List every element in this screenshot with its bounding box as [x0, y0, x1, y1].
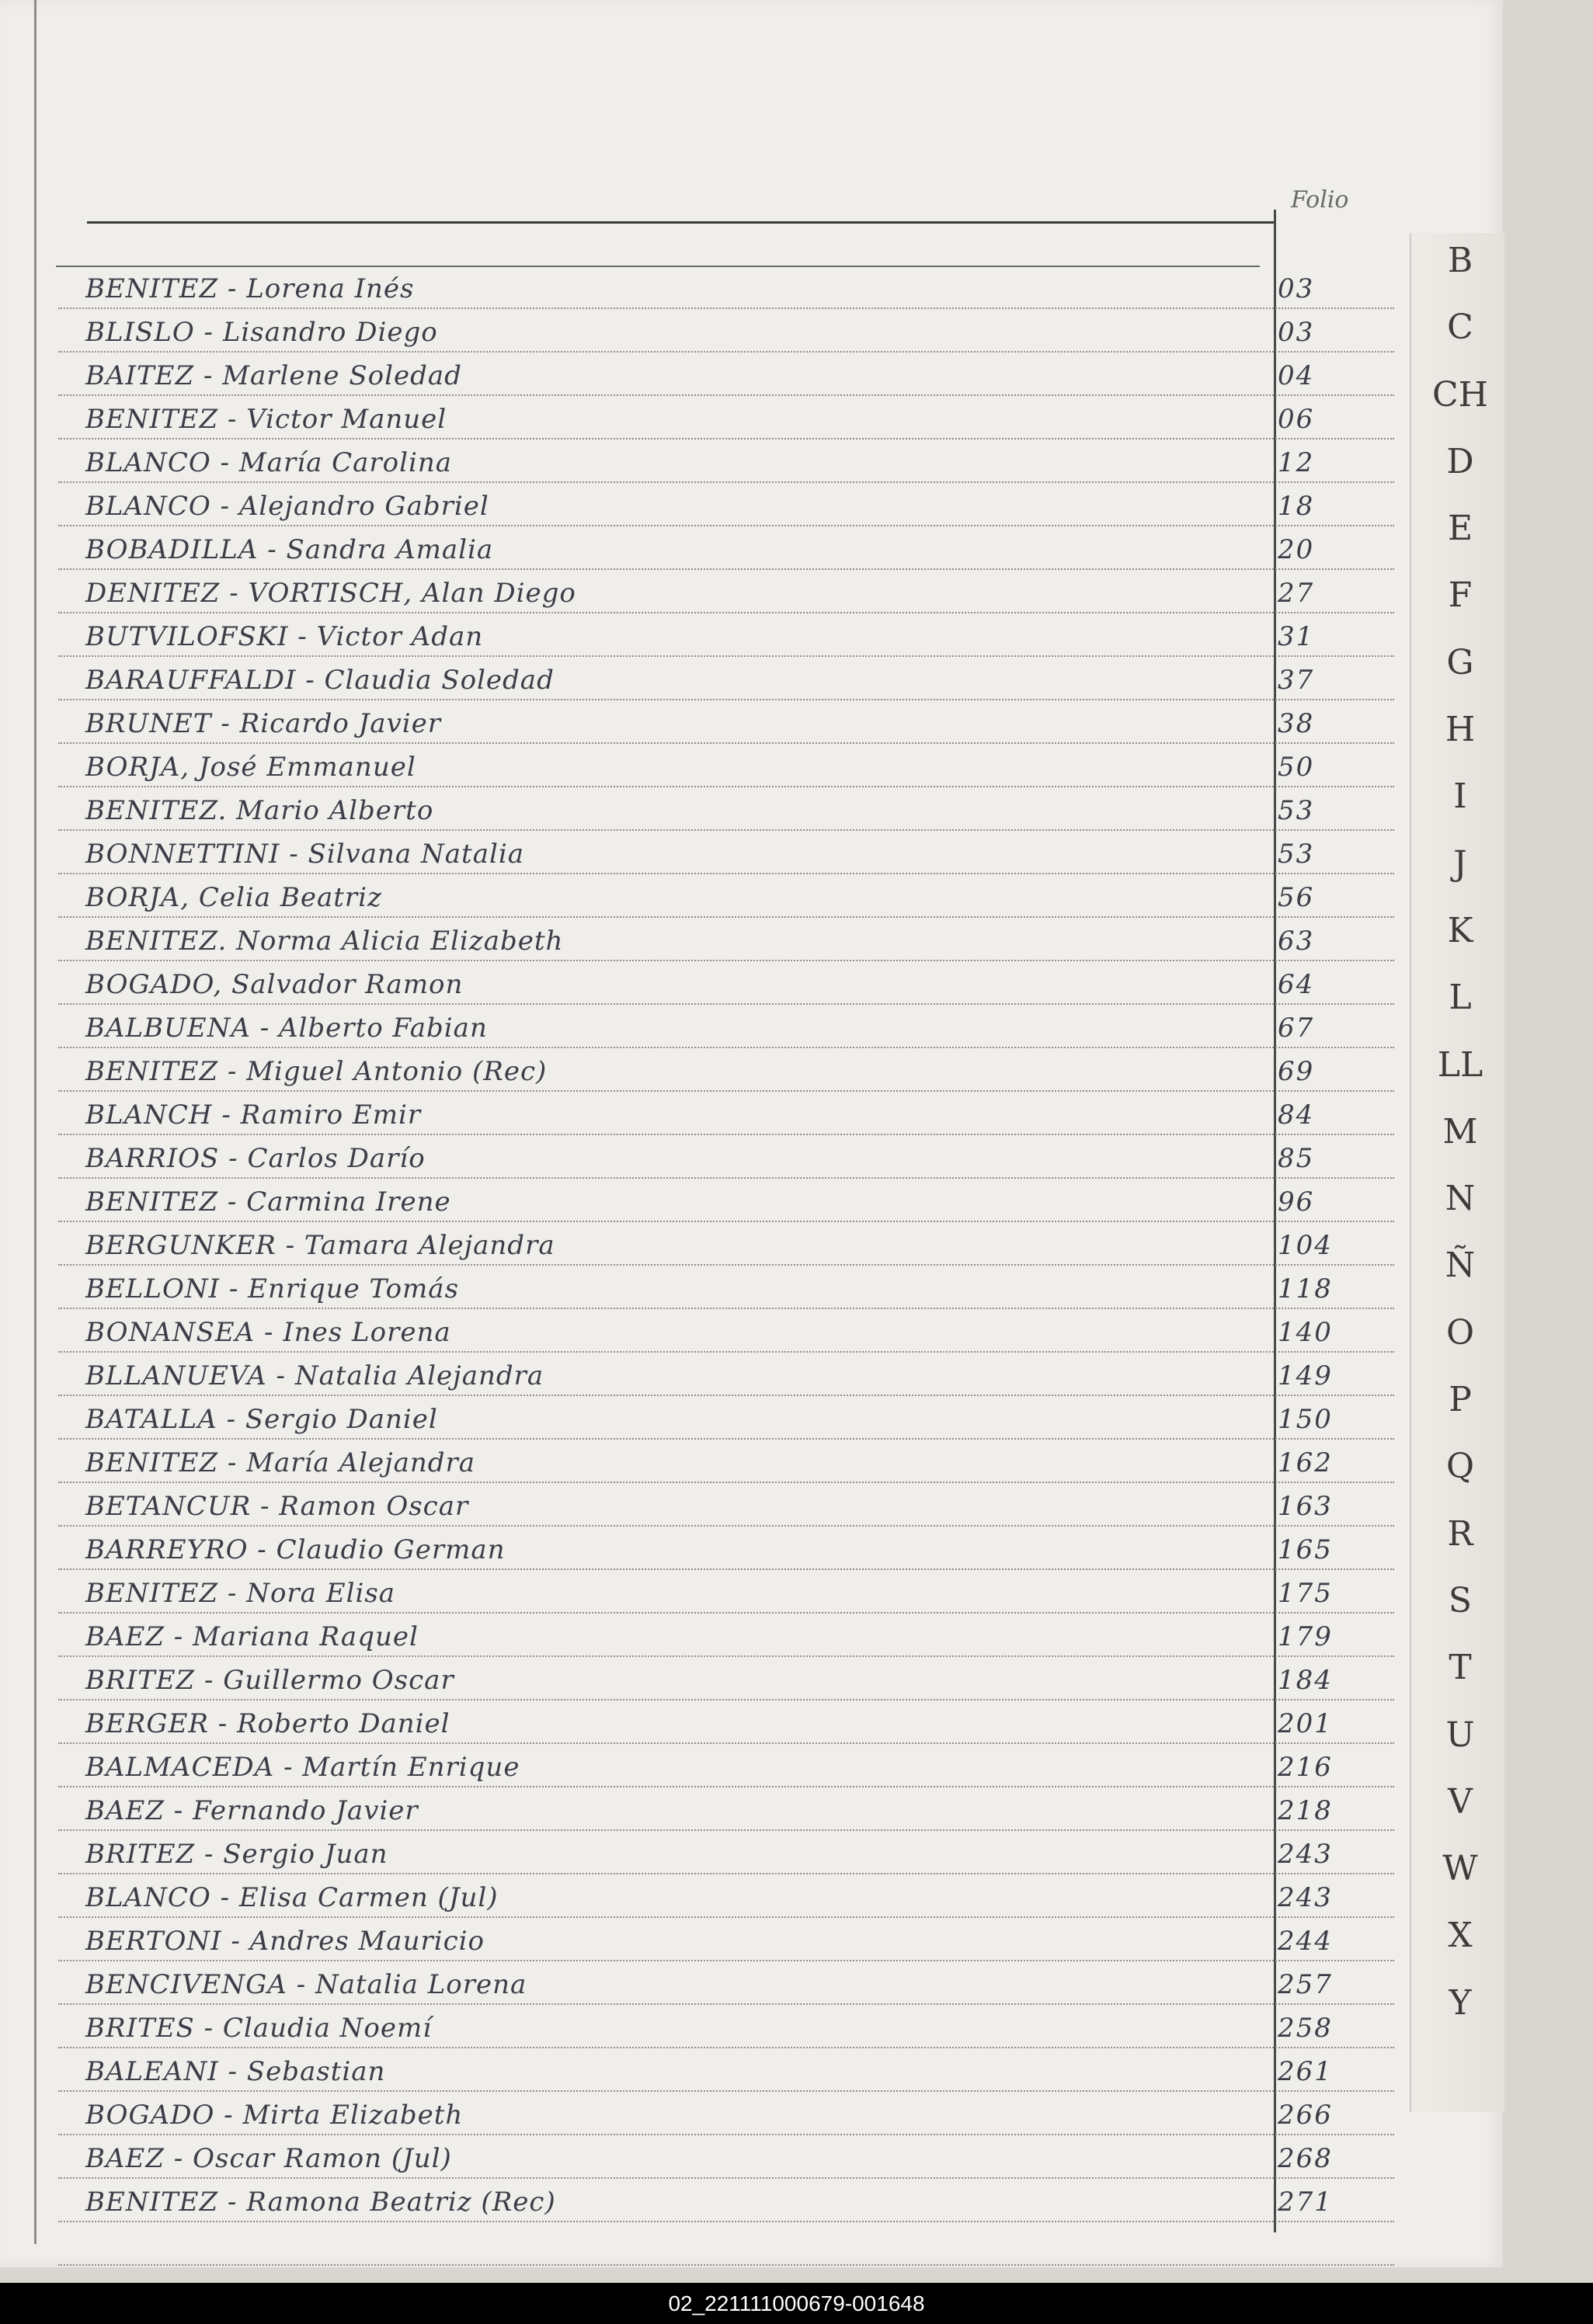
list-item [58, 1873, 1394, 1918]
list-item [58, 1395, 1394, 1440]
index-tab[interactable]: U [1445, 1714, 1475, 1755]
entry-folio: 271 [1278, 2187, 1333, 2218]
list-item [58, 786, 1394, 831]
list-item [58, 438, 1394, 483]
index-tab[interactable]: Y [1449, 1982, 1472, 2023]
entry-name: BONANSEA - Ines Lorena [85, 1317, 451, 1348]
entry-name: BLANCO - Alejandro Gabriel [85, 491, 489, 522]
index-tab[interactable]: E [1447, 509, 1473, 549]
index-tab[interactable]: LL [1437, 1044, 1483, 1085]
list-item [58, 1308, 1394, 1353]
entry-folio: 06 [1278, 404, 1315, 435]
index-tab[interactable]: S [1448, 1580, 1473, 1621]
list-item [58, 1568, 1394, 1614]
entry-folio: 184 [1278, 1665, 1333, 1696]
entry-folio: 67 [1278, 1013, 1315, 1044]
entry-name: BRITES - Claudia Noemí [85, 2013, 433, 2044]
entry-name: BENITEZ - Ramona Beatriz (Rec) [85, 2187, 556, 2218]
entry-folio: 175 [1278, 1578, 1333, 1609]
entry-name: BLANCH - Ramiro Emir [85, 1099, 422, 1131]
entry-name: BENITEZ - Lorena Inés [85, 273, 415, 304]
index-tab[interactable]: D [1446, 441, 1474, 481]
list-item [58, 2177, 1394, 2222]
entry-folio: 64 [1278, 969, 1315, 1000]
index-tab[interactable]: O [1445, 1312, 1475, 1353]
entry-name: BALMACEDA - Martín Enrique [85, 1752, 520, 1783]
entry-folio: 179 [1278, 1621, 1333, 1652]
entry-name: BATALLA - Sergio Daniel [85, 1404, 438, 1435]
index-tab[interactable]: I [1453, 776, 1467, 817]
entry-name: BELLONI - Enrique Tomás [85, 1273, 460, 1304]
entry-name: BOGADO - Mirta Elizabeth [85, 2100, 464, 2131]
index-tab[interactable]: N [1445, 1179, 1476, 1219]
empty-ruled-line [58, 2221, 1394, 2266]
entry-name: BAITEZ - Marlene Soledad [85, 360, 462, 391]
list-item [58, 2134, 1394, 2179]
entry-folio: 163 [1278, 1491, 1333, 1522]
entry-name: BENCIVENGA - Natalia Lorena [85, 1969, 527, 2000]
index-tab[interactable]: B [1447, 241, 1473, 280]
list-item [58, 612, 1394, 657]
entry-name: BUTVILOFSKI - Victor Adan [85, 621, 484, 652]
entry-folio: 31 [1278, 621, 1315, 652]
list-item [58, 1134, 1394, 1179]
entry-name: BLISLO - Lisandro Diego [85, 317, 438, 348]
list-item [58, 351, 1394, 396]
index-tab[interactable]: Ñ [1445, 1245, 1476, 1286]
entry-folio: 243 [1278, 1882, 1333, 1913]
entry-name: BERTONI - Andres Mauricio [85, 1926, 485, 1957]
index-tab[interactable]: M [1442, 1111, 1478, 1152]
entry-folio: 63 [1278, 926, 1315, 957]
entry-folio: 84 [1278, 1099, 1315, 1131]
index-tab[interactable]: P [1449, 1380, 1472, 1420]
list-item [58, 960, 1394, 1005]
entry-folio: 27 [1278, 578, 1315, 609]
list-item [58, 1047, 1394, 1092]
entry-name: BALEANI - Sebastian [85, 2056, 386, 2087]
list-item [58, 655, 1394, 700]
index-tab[interactable]: G [1446, 642, 1474, 683]
entry-name: BARREYRO - Claudio German [85, 1534, 506, 1565]
list-item [58, 307, 1394, 353]
index-tab[interactable]: L [1449, 978, 1472, 1018]
list-item [58, 1482, 1394, 1527]
entry-name: BERGUNKER - Tamara Alejandra [85, 1230, 555, 1261]
entry-folio: 69 [1278, 1056, 1315, 1087]
index-tab[interactable]: F [1448, 575, 1473, 616]
entry-folio: 03 [1278, 273, 1315, 304]
list-item [58, 394, 1394, 439]
list-item [58, 2047, 1394, 2092]
list-item [58, 699, 1394, 744]
entry-name: BORJA, Celia Beatriz [85, 882, 382, 913]
entry-folio: 96 [1278, 1186, 1315, 1218]
list-item [58, 873, 1394, 918]
entry-folio: 162 [1278, 1447, 1333, 1478]
index-tab[interactable]: K [1447, 910, 1473, 950]
list-item [58, 1264, 1394, 1309]
list-item [58, 1786, 1394, 1831]
entry-folio: 04 [1278, 360, 1315, 391]
entry-folio: 37 [1278, 665, 1315, 696]
entry-name: BRITEZ - Guillermo Oscar [85, 1665, 454, 1696]
list-item [58, 1221, 1394, 1266]
entry-folio: 165 [1278, 1534, 1333, 1565]
index-tab[interactable]: V [1448, 1781, 1473, 1822]
index-tab[interactable]: X [1448, 1916, 1473, 1956]
entry-name: BAEZ - Fernando Javier [85, 1795, 419, 1826]
entry-folio: 118 [1278, 1273, 1333, 1304]
entry-folio: 201 [1278, 1708, 1333, 1739]
entry-folio: 258 [1278, 2013, 1333, 2044]
entry-folio: 218 [1278, 1795, 1333, 1826]
index-tab[interactable]: T [1449, 1648, 1472, 1688]
entry-name: BENITEZ - Victor Manuel [85, 404, 447, 435]
list-item [58, 2003, 1394, 2048]
entry-folio: 18 [1278, 491, 1315, 522]
entry-folio: 149 [1278, 1360, 1333, 1391]
entry-name: BLANCO - Elisa Carmen (Jul) [85, 1882, 499, 1913]
entry-name: BAEZ - Mariana Raquel [85, 1621, 419, 1652]
entry-folio: 85 [1278, 1143, 1315, 1174]
entry-name: BERGER - Roberto Daniel [85, 1708, 450, 1739]
entry-folio: 53 [1278, 839, 1315, 870]
list-item [58, 1351, 1394, 1396]
index-tab[interactable]: J [1453, 843, 1467, 884]
entry-folio: 243 [1278, 1839, 1333, 1870]
index-tab[interactable]: H [1445, 710, 1476, 750]
index-tab[interactable]: W [1442, 1849, 1478, 1889]
list-item [58, 481, 1394, 526]
entry-name: BETANCUR - Ramon Oscar [85, 1491, 469, 1522]
entry-folio: 268 [1278, 2143, 1333, 2174]
entry-folio: 38 [1278, 708, 1315, 739]
entry-name: BENITEZ. Mario Alberto [85, 795, 434, 826]
entry-name: BOGADO, Salvador Ramon [85, 969, 464, 1000]
entry-folio: 140 [1278, 1317, 1333, 1348]
list-item [58, 1960, 1394, 2005]
entry-name: BARRIOS - Carlos Darío [85, 1143, 426, 1174]
entry-folio: 150 [1278, 1404, 1333, 1435]
list-item [58, 916, 1394, 961]
list-item [58, 1612, 1394, 1657]
alphabet-index-tabs [1410, 233, 1504, 2112]
list-item [58, 1742, 1394, 1787]
entry-folio: 266 [1278, 2100, 1333, 2131]
entry-folio: 244 [1278, 1926, 1333, 1957]
image-caption: 02_221111000679-001648 [0, 2283, 1593, 2324]
entry-folio: 261 [1278, 2056, 1333, 2087]
entry-folio: 50 [1278, 752, 1315, 783]
list-item [58, 829, 1394, 874]
entry-name: BENITEZ - Miguel Antonio (Rec) [85, 1056, 548, 1087]
entry-folio: 257 [1278, 1969, 1333, 2000]
entry-name: BENITEZ - María Alejandra [85, 1447, 476, 1478]
entry-name: BRITEZ - Sergio Juan [85, 1839, 388, 1870]
index-tab[interactable]: C [1447, 307, 1473, 348]
list-item [58, 1655, 1394, 1700]
list-item [58, 1438, 1394, 1483]
entry-folio: 104 [1278, 1230, 1333, 1261]
entry-name: BLANCO - María Carolina [85, 447, 453, 478]
entry-name: BORJA, José Emmanuel [85, 752, 416, 783]
list-item [58, 742, 1394, 787]
entry-folio: 12 [1278, 447, 1315, 478]
entry-name: BENITEZ - Nora Elisa [85, 1578, 396, 1609]
entry-name: BLLANUEVA - Natalia Alejandra [85, 1360, 544, 1391]
folio-header-label: Folio [1291, 186, 1349, 214]
index-tab[interactable]: Q [1445, 1447, 1475, 1487]
index-tab[interactable]: CH [1431, 374, 1489, 415]
entry-folio: 56 [1278, 882, 1315, 913]
entry-folio: 03 [1278, 317, 1315, 348]
entry-name: BONNETTINI - Silvana Natalia [85, 839, 524, 870]
list-item [58, 1525, 1394, 1570]
entry-name: BALBUENA - Alberto Fabian [85, 1013, 488, 1044]
list-item [58, 1829, 1394, 1874]
entry-name: DENITEZ - VORTISCH, Alan Diego [85, 578, 576, 609]
list-item [58, 1090, 1394, 1135]
entry-folio: 20 [1278, 534, 1315, 565]
entry-folio: 53 [1278, 795, 1315, 826]
entry-name: BARAUFFALDI - Claudia Soledad [85, 665, 555, 696]
list-item [58, 568, 1394, 613]
list-item [58, 264, 1394, 309]
list-item [58, 525, 1394, 570]
entry-name: BAEZ - Oscar Ramon (Jul) [85, 2143, 452, 2174]
entry-name: BENITEZ. Norma Alicia Elizabeth [85, 926, 564, 957]
entry-name: BRUNET - Ricardo Javier [85, 708, 442, 739]
list-item [58, 1177, 1394, 1222]
list-item [58, 2090, 1394, 2135]
entry-name: BENITEZ - Carmina Irene [85, 1186, 451, 1218]
list-item [58, 1916, 1394, 1961]
list-item [58, 1003, 1394, 1048]
list-item [58, 1699, 1394, 1744]
index-tab[interactable]: R [1447, 1513, 1473, 1554]
entry-name: BOBADILLA - Sandra Amalia [85, 534, 494, 565]
entry-folio: 216 [1278, 1752, 1333, 1783]
